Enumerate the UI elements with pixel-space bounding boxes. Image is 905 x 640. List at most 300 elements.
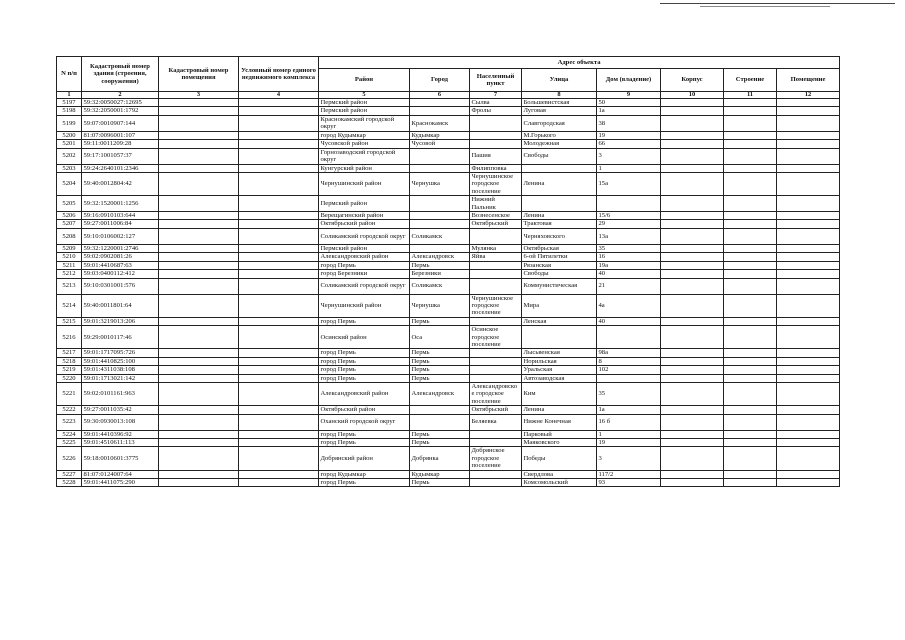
cell-cad-building: 59:01:4411075:290 [82, 479, 159, 487]
header-korpus: Корпус [661, 69, 724, 92]
cell-cad-building: 59:01:3219013:206 [82, 317, 159, 325]
cell-cad-premises [159, 479, 239, 487]
column-number: 12 [777, 92, 840, 99]
cell-korpus [661, 439, 724, 447]
cell-cond-number [239, 326, 319, 349]
column-number: 2 [82, 92, 159, 99]
cell-korpus [661, 253, 724, 261]
cell-building [724, 278, 777, 294]
cell-house: 50 [597, 99, 661, 107]
column-number: 3 [159, 92, 239, 99]
table-row [57, 357, 840, 365]
cell-city: Пермь [410, 317, 470, 325]
cell-city [410, 164, 470, 172]
table-row [57, 228, 840, 244]
cell-house: 3 [597, 148, 661, 164]
cell-building [724, 406, 777, 414]
top-rule-short [700, 6, 830, 7]
cell-city: Кудымкар [410, 131, 470, 139]
header-district: Район [319, 69, 410, 92]
cell-num: 5218 [57, 357, 82, 365]
cell-house: 3 [597, 447, 661, 470]
cell-building [724, 430, 777, 438]
cell-room [777, 131, 840, 139]
cell-street: Свердлова [522, 470, 597, 478]
cell-num: 5217 [57, 349, 82, 357]
cell-settlement: Добрянское городское поселение [470, 447, 522, 470]
cell-room [777, 107, 840, 115]
cell-cad-premises [159, 131, 239, 139]
cell-cond-number [239, 173, 319, 196]
cell-street: Парковый [522, 430, 597, 438]
cell-city: Соликамск [410, 278, 470, 294]
cell-district: Пермский район [319, 99, 410, 107]
cell-cad-premises [159, 148, 239, 164]
table-row [57, 148, 840, 164]
cell-cad-building: 59:40:0011801:64 [82, 294, 159, 317]
cell-cad-premises [159, 253, 239, 261]
cell-street: Трактовая [522, 220, 597, 228]
cell-korpus [661, 357, 724, 365]
cell-street: Нижне Конечная [522, 414, 597, 430]
header-settlement: Населенный пункт [470, 69, 522, 92]
cell-district: Краснокамский городской округ [319, 115, 410, 131]
cell-district: Осинский район [319, 326, 410, 349]
cell-korpus [661, 414, 724, 430]
cell-building [724, 196, 777, 212]
cell-city: Александровск [410, 253, 470, 261]
cell-city: Пермь [410, 479, 470, 487]
cell-cond-number [239, 212, 319, 220]
cell-room [777, 244, 840, 252]
cell-cond-number [239, 244, 319, 252]
cell-room [777, 447, 840, 470]
cell-cad-building: 59:10:0106002:127 [82, 228, 159, 244]
header-cad-premises: Кадастровый номер помещения [159, 57, 239, 92]
table-row [57, 173, 840, 196]
cell-street [522, 196, 597, 212]
cell-city: Чернушка [410, 294, 470, 317]
cell-cad-premises [159, 164, 239, 172]
cell-settlement [470, 374, 522, 382]
cell-street: Коммунистическая [522, 278, 597, 294]
cell-num: 5227 [57, 470, 82, 478]
table-row [57, 294, 840, 317]
cell-cond-number [239, 270, 319, 278]
cell-building [724, 140, 777, 148]
cell-building [724, 357, 777, 365]
cell-cad-premises [159, 317, 239, 325]
cell-district: город Пермь [319, 479, 410, 487]
cell-city: Пермь [410, 430, 470, 438]
column-number: 1 [57, 92, 82, 99]
cell-house: 117/2 [597, 470, 661, 478]
cell-cond-number [239, 164, 319, 172]
cell-city [410, 414, 470, 430]
cell-district: город Пермь [319, 357, 410, 365]
cell-cad-building: 59:02:0101161:963 [82, 382, 159, 405]
cell-cad-building: 59:24:2640101:2346 [82, 164, 159, 172]
cell-house: 98а [597, 349, 661, 357]
cell-settlement: Чернушинское городское поселение [470, 173, 522, 196]
cell-house: 1а [597, 406, 661, 414]
cell-settlement [470, 349, 522, 357]
cell-cad-premises [159, 439, 239, 447]
cell-num: 5203 [57, 164, 82, 172]
cell-house: 8 [597, 357, 661, 365]
cell-building [724, 99, 777, 107]
cell-cond-number [239, 479, 319, 487]
cell-num: 5215 [57, 317, 82, 325]
cell-settlement: Пашия [470, 148, 522, 164]
cell-house [597, 326, 661, 349]
cell-room [777, 406, 840, 414]
cell-building [724, 131, 777, 139]
header-building: Строение [724, 69, 777, 92]
cell-city: Пермь [410, 366, 470, 374]
cell-cad-premises [159, 99, 239, 107]
cell-house: 16 [597, 253, 661, 261]
cell-cad-building: 59:40:0012804:42 [82, 173, 159, 196]
cell-cad-premises [159, 173, 239, 196]
cell-cad-premises [159, 366, 239, 374]
cell-cad-building: 59:18:0010601:3775 [82, 447, 159, 470]
cell-cond-number [239, 447, 319, 470]
table-row [57, 479, 840, 487]
cell-num: 5200 [57, 131, 82, 139]
cell-cond-number [239, 357, 319, 365]
cell-room [777, 99, 840, 107]
cell-room [777, 326, 840, 349]
cell-cad-building: 59:01:4510611:113 [82, 439, 159, 447]
cell-building [724, 228, 777, 244]
cell-street: Мира [522, 294, 597, 317]
cell-room [777, 253, 840, 261]
table-row [57, 470, 840, 478]
table-row [57, 430, 840, 438]
cell-room [777, 366, 840, 374]
cell-cad-premises [159, 374, 239, 382]
cell-street: Лысьвенская [522, 349, 597, 357]
cell-cad-building: 59:10:0301001:576 [82, 278, 159, 294]
cell-cond-number [239, 131, 319, 139]
cell-district: Оханский городской округ [319, 414, 410, 430]
cell-settlement [470, 131, 522, 139]
cell-cond-number [239, 148, 319, 164]
cell-house: 19 [597, 131, 661, 139]
cell-house: 15/6 [597, 212, 661, 220]
cell-building [724, 366, 777, 374]
cell-building [724, 349, 777, 357]
cell-district: Соликамский городской округ [319, 228, 410, 244]
cell-cad-building: 59:03:0400112:412 [82, 270, 159, 278]
cell-street: Свободы [522, 270, 597, 278]
cell-cad-premises [159, 278, 239, 294]
cell-street: 6-ой Пятилетки [522, 253, 597, 261]
cell-num: 5220 [57, 374, 82, 382]
cell-street: Автозаводская [522, 374, 597, 382]
cell-building [724, 414, 777, 430]
table-row [57, 447, 840, 470]
cell-city: Оса [410, 326, 470, 349]
cell-korpus [661, 278, 724, 294]
cell-district: Кунгурский район [319, 164, 410, 172]
cell-korpus [661, 115, 724, 131]
cell-district: город Кудымкар [319, 470, 410, 478]
cell-street: Большевистская [522, 99, 597, 107]
cell-district: город Пермь [319, 439, 410, 447]
cell-building [724, 439, 777, 447]
cell-korpus [661, 349, 724, 357]
cell-korpus [661, 220, 724, 228]
cell-district: Пермский район [319, 244, 410, 252]
cell-city: Березники [410, 270, 470, 278]
cell-house: 19а [597, 261, 661, 269]
table-row [57, 270, 840, 278]
cell-street [522, 326, 597, 349]
cell-num: 5211 [57, 261, 82, 269]
cell-street: Луговая [522, 107, 597, 115]
cell-settlement: Мулянка [470, 244, 522, 252]
cell-room [777, 220, 840, 228]
column-number: 4 [239, 92, 319, 99]
cell-cond-number [239, 99, 319, 107]
cell-house: 1а [597, 107, 661, 115]
cell-house: 1 [597, 430, 661, 438]
header-house: Дом (владение) [597, 69, 661, 92]
cell-city: Пермь [410, 374, 470, 382]
cell-korpus [661, 196, 724, 212]
table-row [57, 439, 840, 447]
cell-district: город Пермь [319, 374, 410, 382]
header-street: Улица [522, 69, 597, 92]
cell-street: Молодежная [522, 140, 597, 148]
cell-district: Соликамский городской округ [319, 278, 410, 294]
cell-num: 5198 [57, 107, 82, 115]
cell-cad-building: 59:01:4410687:63 [82, 261, 159, 269]
cell-building [724, 173, 777, 196]
cell-room [777, 148, 840, 164]
cell-cad-building: 59:32:1520001:1256 [82, 196, 159, 212]
cell-cad-building: 59:01:1717095:726 [82, 349, 159, 357]
cell-korpus [661, 244, 724, 252]
cell-num: 5205 [57, 196, 82, 212]
cell-house: 21 [597, 278, 661, 294]
cell-district: Пермский район [319, 196, 410, 212]
column-number: 7 [470, 92, 522, 99]
cell-settlement [470, 261, 522, 269]
cell-settlement: Фролы [470, 107, 522, 115]
cell-street: Уральская [522, 366, 597, 374]
cell-house: 35 [597, 382, 661, 405]
cell-settlement [470, 278, 522, 294]
cell-building [724, 115, 777, 131]
header-num: N п/п [57, 57, 82, 92]
cell-district: Верещагинский район [319, 212, 410, 220]
cell-num: 5197 [57, 99, 82, 107]
cell-korpus [661, 479, 724, 487]
cell-street: Ленина [522, 406, 597, 414]
cell-street: Ленская [522, 317, 597, 325]
table-row [57, 349, 840, 357]
cell-cad-premises [159, 326, 239, 349]
table-row [57, 382, 840, 405]
table-header [57, 57, 840, 99]
cell-street: Ленина [522, 173, 597, 196]
cell-cond-number [239, 317, 319, 325]
cell-city [410, 406, 470, 414]
table-row [57, 261, 840, 269]
cell-room [777, 173, 840, 196]
cell-city: Пермь [410, 439, 470, 447]
cell-building [724, 244, 777, 252]
column-number: 11 [724, 92, 777, 99]
cell-num: 5219 [57, 366, 82, 374]
cell-num: 5206 [57, 212, 82, 220]
cell-city [410, 107, 470, 115]
cell-district: Октябрьский район [319, 406, 410, 414]
cell-city: Пермь [410, 349, 470, 357]
cell-cond-number [239, 220, 319, 228]
property-register-table [56, 56, 840, 487]
header-address: Адрес объекта [319, 57, 840, 69]
cell-city: Краснокамск [410, 115, 470, 131]
cell-korpus [661, 99, 724, 107]
cell-house: 13а [597, 228, 661, 244]
cell-cad-premises [159, 244, 239, 252]
cell-district: Чернушинский район [319, 173, 410, 196]
cell-settlement: Беляевка [470, 414, 522, 430]
cell-city: Пермь [410, 261, 470, 269]
cell-num: 5209 [57, 244, 82, 252]
table-row [57, 317, 840, 325]
column-number: 5 [319, 92, 410, 99]
cell-num: 5202 [57, 148, 82, 164]
cell-house: 35 [597, 244, 661, 252]
cell-num: 5207 [57, 220, 82, 228]
cell-settlement: Яйва [470, 253, 522, 261]
cell-cad-building: 59:17:1001057:37 [82, 148, 159, 164]
cell-district: Пермский район [319, 107, 410, 115]
cell-cond-number [239, 349, 319, 357]
cell-house: 66 [597, 140, 661, 148]
cell-city [410, 220, 470, 228]
cell-room [777, 414, 840, 430]
cell-room [777, 261, 840, 269]
cell-cad-premises [159, 140, 239, 148]
cell-district: Александровский район [319, 382, 410, 405]
cell-cond-number [239, 261, 319, 269]
cell-building [724, 253, 777, 261]
table-row [57, 244, 840, 252]
cell-building [724, 382, 777, 405]
column-number: 6 [410, 92, 470, 99]
cell-cond-number [239, 107, 319, 115]
cell-cad-premises [159, 270, 239, 278]
column-number: 9 [597, 92, 661, 99]
cell-city: Кудымкар [410, 470, 470, 478]
table-row [57, 253, 840, 261]
cell-settlement [470, 366, 522, 374]
cell-settlement: Октябрьский [470, 406, 522, 414]
cell-city [410, 212, 470, 220]
cell-num: 5213 [57, 278, 82, 294]
cell-cad-building: 81:07:0096001:107 [82, 131, 159, 139]
cell-cad-premises [159, 228, 239, 244]
cell-cad-building: 59:27:0011006:84 [82, 220, 159, 228]
cell-house [597, 374, 661, 382]
cell-city: Чернушка [410, 173, 470, 196]
cell-cad-premises [159, 414, 239, 430]
cell-cad-premises [159, 220, 239, 228]
cell-cond-number [239, 115, 319, 131]
header-city: Город [410, 69, 470, 92]
cell-house: 40 [597, 270, 661, 278]
cell-cad-building: 59:32:2050001:1792 [82, 107, 159, 115]
cell-settlement [470, 115, 522, 131]
column-number-row [57, 92, 840, 99]
cell-room [777, 196, 840, 212]
cell-house [597, 196, 661, 212]
cell-district: Октябрьский район [319, 220, 410, 228]
cell-cond-number [239, 278, 319, 294]
cell-building [724, 148, 777, 164]
cell-settlement: Александровское городское поселение [470, 382, 522, 405]
cell-district: город Пермь [319, 430, 410, 438]
cell-district: Чусовской район [319, 140, 410, 148]
cell-settlement: Осинское городское поселение [470, 326, 522, 349]
cell-cad-premises [159, 406, 239, 414]
cell-building [724, 261, 777, 269]
table-row [57, 220, 840, 228]
cell-num: 5216 [57, 326, 82, 349]
cell-korpus [661, 173, 724, 196]
cell-street: Норильская [522, 357, 597, 365]
cell-num: 5204 [57, 173, 82, 196]
cell-cond-number [239, 414, 319, 430]
cell-cad-building: 59:32:0050027:12695 [82, 99, 159, 107]
cell-city [410, 196, 470, 212]
cell-settlement: Чернушинское городское поселение [470, 294, 522, 317]
table-row [57, 140, 840, 148]
cell-district: город Пермь [319, 349, 410, 357]
cell-cad-building: 59:29:0010117:46 [82, 326, 159, 349]
cell-cad-premises [159, 357, 239, 365]
header-room: Помещение [777, 69, 840, 92]
cell-room [777, 294, 840, 317]
cell-district: город Пермь [319, 317, 410, 325]
cell-korpus [661, 131, 724, 139]
cell-building [724, 447, 777, 470]
cell-room [777, 374, 840, 382]
cell-street [522, 164, 597, 172]
cell-house: 102 [597, 366, 661, 374]
cell-house: 40 [597, 317, 661, 325]
table-row [57, 115, 840, 131]
cell-korpus [661, 470, 724, 478]
cell-room [777, 430, 840, 438]
cell-num: 5212 [57, 270, 82, 278]
cell-building [724, 270, 777, 278]
cell-district: город Пермь [319, 366, 410, 374]
table-row [57, 212, 840, 220]
cell-korpus [661, 107, 724, 115]
cell-cad-building: 81:07:0124007:64 [82, 470, 159, 478]
cell-building [724, 220, 777, 228]
cell-settlement: Октябрьский [470, 220, 522, 228]
cell-korpus [661, 447, 724, 470]
cell-cad-premises [159, 107, 239, 115]
